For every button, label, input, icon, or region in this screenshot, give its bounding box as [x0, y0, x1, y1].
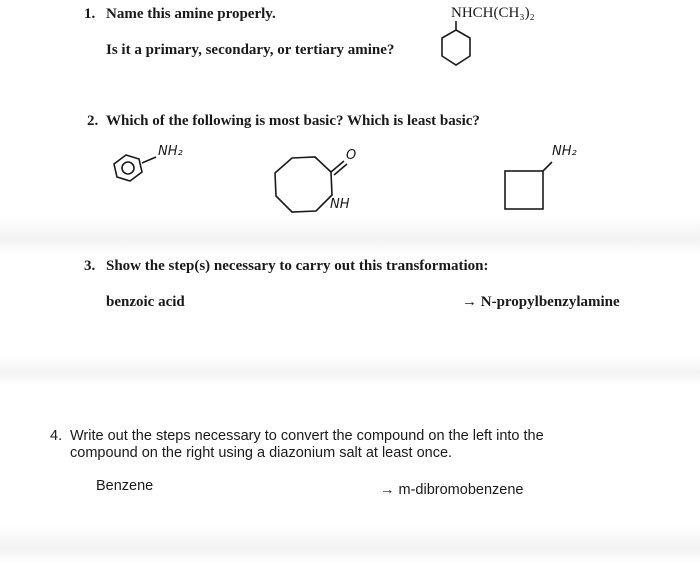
- q3-product: → N-propylbenzylamine: [462, 294, 620, 310]
- q3-number: 3.: [84, 258, 96, 274]
- q3-text: Show the step(s) necessary to carry out this transformation:: [106, 258, 489, 274]
- q4-product: → m-dibromobenzene: [380, 482, 524, 498]
- cyclobutylamine-structure: [500, 150, 560, 220]
- q4-text-line2: compound on the right using a diazonium salt at least once.: [70, 445, 453, 461]
- carbonyl-o-label: O: [346, 148, 357, 163]
- q4-number: 4.: [50, 428, 63, 444]
- benzene-ring-structure: [110, 145, 160, 190]
- q4-text-line1: Write out the steps necessary to convert the compound on the left into the: [70, 428, 544, 444]
- page-shading: [0, 525, 700, 565]
- cyclobutylamine-nh2-label: NH₂: [552, 144, 577, 159]
- q1-formula: NHCH(CH₃)₂: [451, 5, 535, 21]
- amide-nh-label: NH: [330, 197, 350, 212]
- q1-number: 1.: [84, 6, 96, 22]
- aniline-nh2-label: NH₂: [158, 144, 183, 159]
- q2-text: Which of the following is most basic? Which is least basic?: [106, 113, 480, 129]
- q4-start-compound: Benzene: [96, 478, 154, 494]
- q1-subtext: Is it a primary, secondary, or tertiary amine?: [106, 42, 395, 58]
- q2-number: 2.: [87, 113, 99, 129]
- page-shading: [0, 355, 700, 385]
- q3-start-compound: benzoic acid: [106, 294, 185, 310]
- cyclohexane-structure: [435, 20, 475, 75]
- q1-text: Name this amine properly.: [106, 6, 276, 22]
